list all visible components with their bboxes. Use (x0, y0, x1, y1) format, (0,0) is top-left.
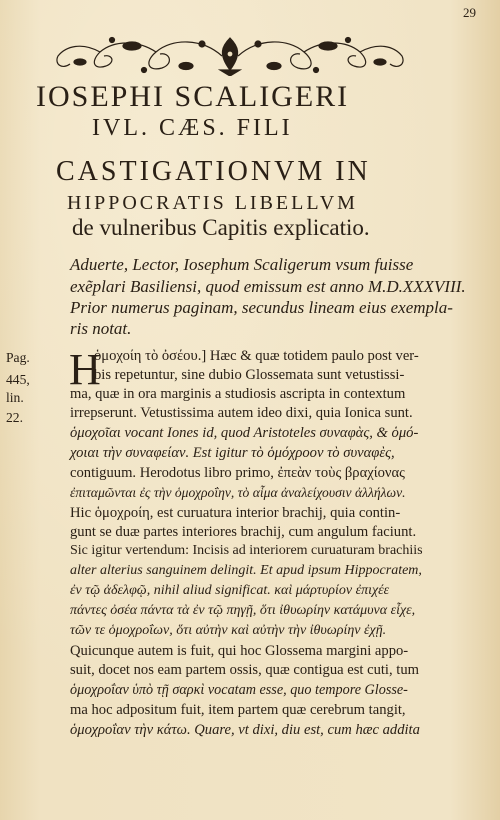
title-line-4: HIPPOCRATIS LIBELLVM (67, 192, 358, 214)
body-line-8: ἐπιταμῶνται ἐς τὴν ὁμοχροΐην, τὸ αἷμα ἀναλείχουσιν ἀλλήλων. (70, 485, 406, 500)
page-number: 29 (463, 5, 476, 20)
body-line-5: ὁμοχοῖαι vocant Iones id, quod Aristoteles συναφὰς, & ὁμό- (70, 425, 419, 441)
body-line-15: τῶν τε ὁμοχροΐων, ὅτι αὐτὴν καὶ αὐτὴν τὴν ἰθυωρίην ἐχῇ. (70, 623, 387, 638)
title-line-5: de vulneribus Capitis explicatio. (72, 215, 370, 240)
body-line-20: ὁμοχροΐαν τὴν κάτω. Quare, vt dixi, diu est, cum hæc addita (70, 722, 420, 738)
body-line-9: Hic ὁμοχροίη, est curuatura interior brachij, quia contin- (70, 505, 401, 521)
body-line-12: alter alterius sanguinem delingit. Et apud ipsum Hippocratem, (70, 563, 422, 578)
margin-note: 22. (6, 410, 23, 425)
body-line-1: ὁμοχοίη τὸ ὀσέου.] Hæc & quæ totidem paulo post ver- (94, 348, 419, 364)
body-line-18: ὁμοχροΐαν ὑπὸ τῇ σαρκὶ vocatam esse, quo tempore Glosse- (70, 682, 408, 698)
margin-note: 445, (6, 372, 30, 387)
body-line-10: gunt se duæ partes interiores brachij, cum angulum faciunt. (70, 524, 417, 540)
body-line-14: πάντες ὀσέα πάντα τὰ ἐν τῷ πηγῇ, ὅτι ἰθυωρίην κατάμυνα εἶχε, (70, 603, 416, 618)
margin-note: lin. (6, 390, 24, 405)
body-line-4: irrepserunt. Vetustissima autem ideo dixi, quia Ionica sunt. (70, 405, 413, 421)
title-line-1: IOSEPHI SCALIGERI (36, 80, 350, 113)
body-line-19: ma hoc adpositum fuit, item partem quæ cerebrum tangit, (70, 702, 406, 718)
intro-line-1: Aduerte, Lector, Iosephum Scaligerum vsum fuisse (70, 255, 414, 274)
intro-line-2: exẽplari Basiliensi, quod emissum est anno M.D.XXXVIII. (70, 277, 466, 296)
intro-line-4: ris notat. (70, 319, 132, 338)
body-line-13: ἐν τῷ ἀδελφῷ, nihil aliud significat. καὶ μάρτυρίον ἐπιχέε (70, 583, 390, 598)
margin-note: Pag. (6, 350, 30, 365)
body-line-6: χοιαι τὴν συναφείαν. Est igitur τὸ ὁμόχροον τὸ συναφὲς, (70, 445, 395, 461)
title-line-3: CASTIGATIONVM IN (56, 156, 371, 187)
decorative-headpiece (52, 32, 408, 76)
intro-line-3: Prior numerus paginam, secundus lineam eius exempla- (70, 298, 453, 317)
body-line-2: bis repetuntur, sine dubio Glossemata sunt vetustissi- (94, 367, 405, 383)
body-line-7: contiguum. Herodotus libro primo, ἐπεὰν τοὺς βραχίονας (70, 465, 405, 481)
body-line-11: Sic igitur vertendum: Incisis ad interiorem curuaturam brachiis (70, 543, 423, 558)
body-line-17: suit, docet nos eam partem ossis, quæ contigua est cuti, tum (70, 662, 419, 678)
body-line-3: ma, quæ in ora marginis a studiosis ascripta in contextum (70, 386, 406, 402)
title-line-2: IVL. CÆS. FILI (92, 115, 293, 141)
drop-cap: H (69, 345, 101, 394)
body-line-16: Quicunque autem is fuit, qui hoc Glossema margini appo- (70, 643, 409, 659)
